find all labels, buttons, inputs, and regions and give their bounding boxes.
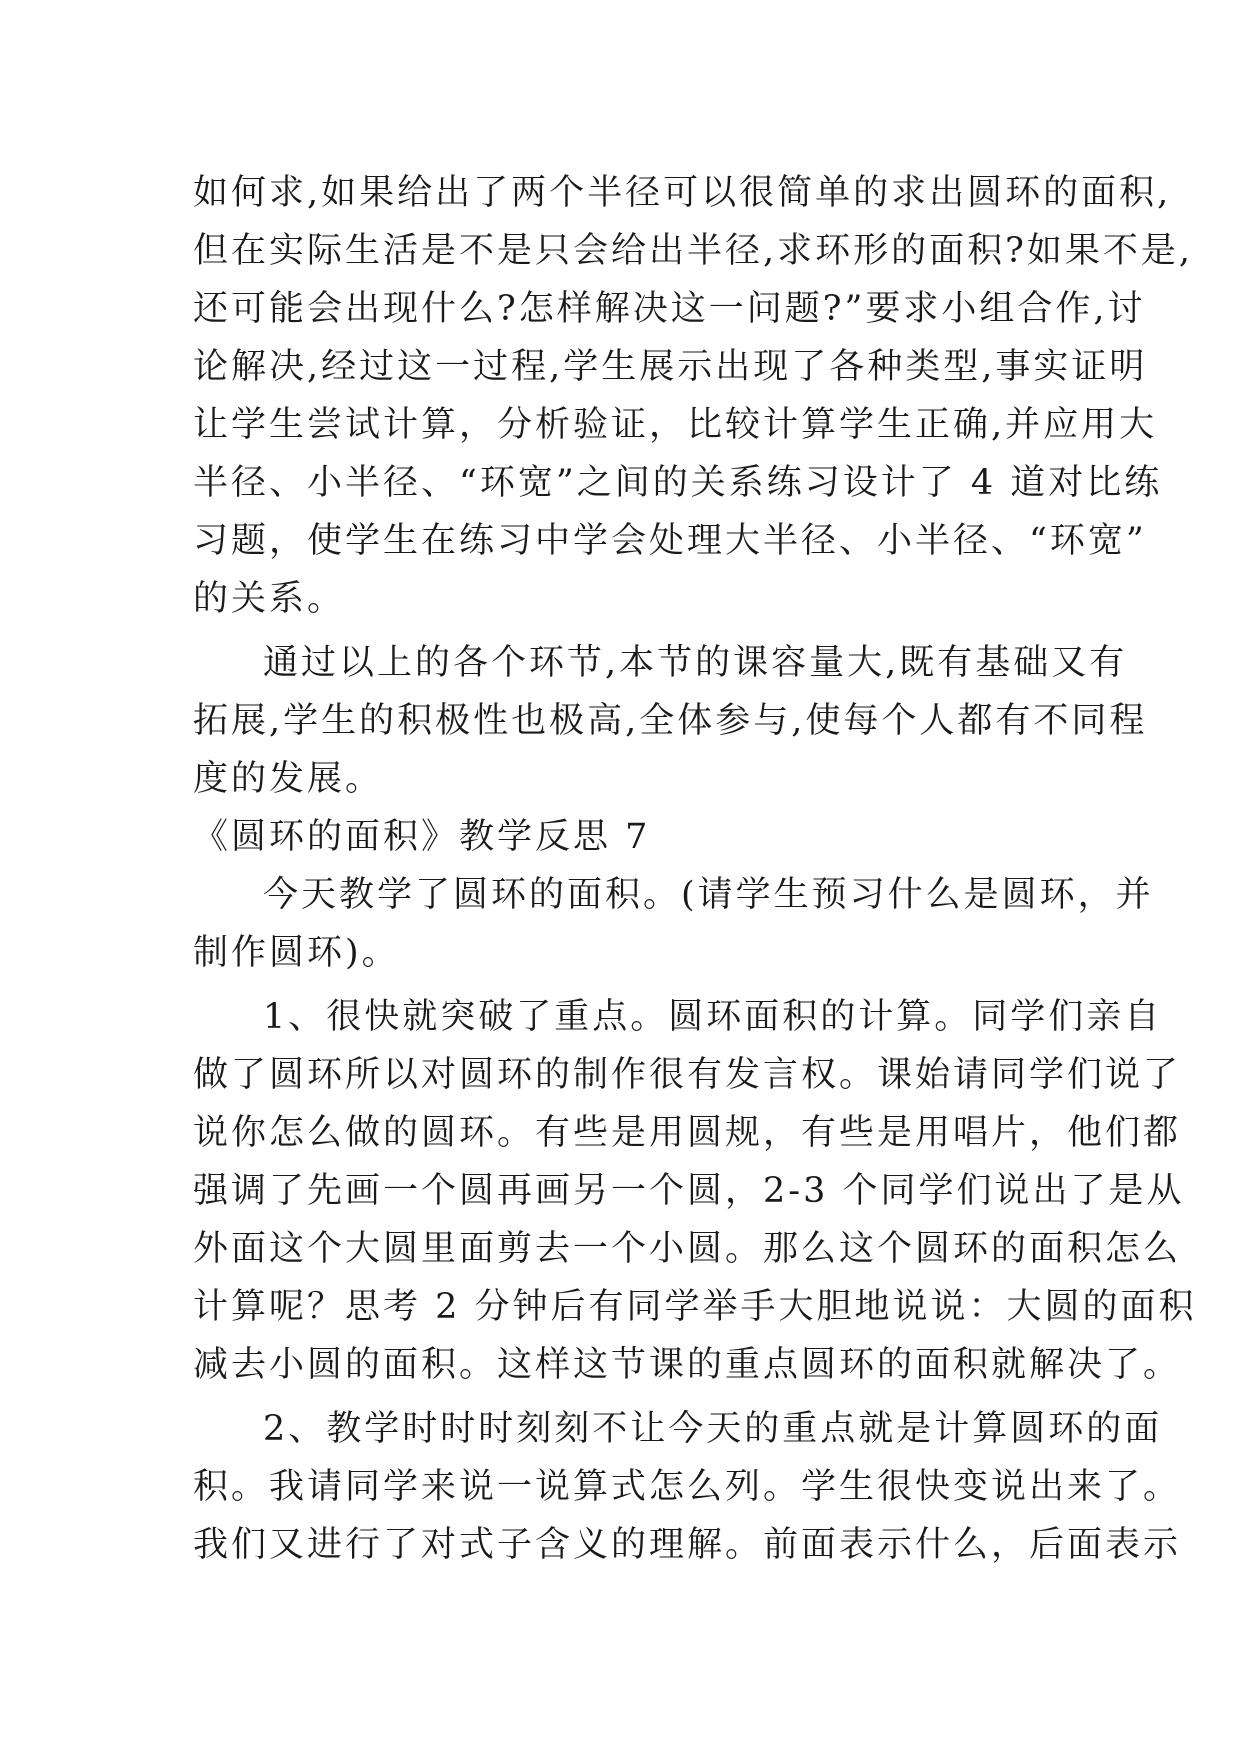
text-line: 但在实际生活是不是只会给出半径,求环形的面积?如果不是, <box>193 231 1194 271</box>
text-line: 半径、小半径、“环宽”之间的关系练习设计了 4 道对比练 <box>193 463 1163 503</box>
section-heading <box>193 808 1073 866</box>
text-line: 论解决,经过这一过程,学生展示出现了各种类型,事实证明 <box>193 347 1148 387</box>
text-line: 减去小圆的面积。这样这节课的重点圆环的面积就解决了。 <box>193 1345 1182 1385</box>
document-body <box>193 164 1197 1574</box>
text-line: 1、很快就突破了重点。圆环面积的计算。同学们亲自 <box>263 997 1163 1037</box>
text-line: 今天教学了圆环的面积。(请学生预习什么是圆环，并 <box>263 875 1154 915</box>
text-line: 外面这个大圆里面剪去一个小圆。那么这个圆环的面积怎么 <box>193 1229 1182 1269</box>
paragraph <box>193 866 1154 982</box>
text-line: 2、教学时时时刻刻不让今天的重点就是计算圆环的面 <box>263 1409 1163 1449</box>
text-line: 积。我请同学来说一说算式怎么列。学生很快变说出来了。 <box>193 1467 1182 1507</box>
text-line: 习题，使学生在练习中学会处理大半径、小半径、“环宽” <box>193 521 1147 561</box>
paragraph <box>193 164 1194 628</box>
text-line: 计算呢？思考 2 分钟后有同学举手大胆地说说：大圆的面积 <box>193 1287 1197 1327</box>
text-line: 强调了先画一个圆再画另一个圆，2-3 个同学们说出了是从 <box>193 1171 1185 1211</box>
text-line: 拓展,学生的积极性也极高,全体参与,使每个人都有不同程 <box>193 701 1148 741</box>
text-line: 说你怎么做的圆环。有些是用圆规，有些是用唱片，他们都 <box>193 1113 1182 1153</box>
text-line: 还可能会出现什么?怎样解决这一问题?”要求小组合作,讨 <box>193 289 1146 329</box>
text-line: 做了圆环所以对圆环的制作很有发言权。课始请同学们说了 <box>193 1055 1182 1095</box>
text-line: 制作圆环)。 <box>193 933 400 973</box>
text-line: 如何求,如果给出了两个半径可以很简单的求出圆环的面积, <box>193 173 1172 213</box>
paragraph <box>193 1400 1182 1574</box>
paragraph <box>193 634 1148 808</box>
text-line: 的关系。 <box>193 579 346 619</box>
text-line: 让学生尝试计算，分析验证，比较计算学生正确,并应用大 <box>193 405 1158 445</box>
text-line: 我们又进行了对式子含义的理解。前面表示什么，后面表示 <box>193 1525 1182 1565</box>
text-line: 度的发展。 <box>193 759 384 799</box>
text-line: 通过以上的各个环节,本节的课容量大,既有基础又有 <box>263 643 1128 683</box>
paragraph <box>193 988 1197 1394</box>
section-title: 《圆环的面积》教学反思 7 <box>193 817 651 857</box>
